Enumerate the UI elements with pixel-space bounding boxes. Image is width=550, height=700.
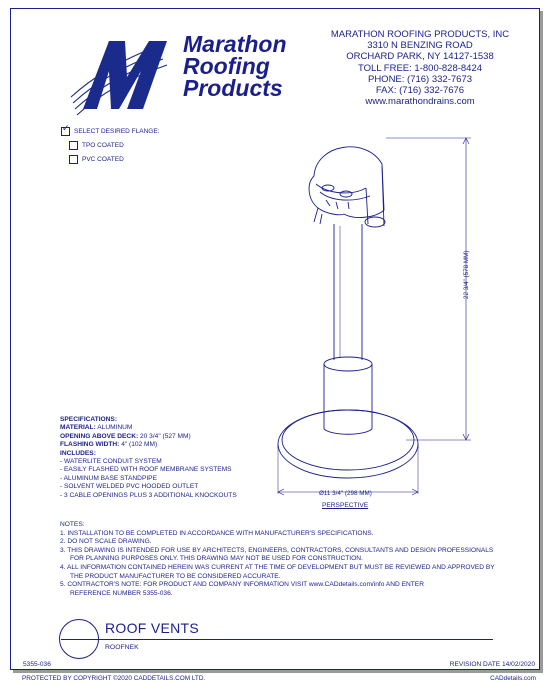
material-value: ALUMINUM — [97, 424, 133, 432]
specs-heading: SPECIFICATIONS: — [60, 416, 118, 423]
note-4b: THE PRODUCT MANUFACTURER TO BE CONSIDERED ACCURATE. — [70, 572, 281, 580]
flange-selection — [61, 124, 160, 166]
company-fax: FAX: (716) 332-7676 — [375, 85, 465, 97]
tpo-checkbox[interactable] — [69, 141, 78, 150]
check-icon: ✓ — [62, 122, 70, 133]
material-label: MATERIAL: — [60, 424, 96, 432]
revision-date: REVISION DATE 14/02/2020 — [449, 661, 535, 668]
company-address-2: ORCHARD PARK, NY 14127-1538 — [346, 51, 494, 63]
flange-heading: SELECT DESIRED FLANGE: — [74, 127, 160, 135]
company-tollfree: TOLL FREE: 1-800-828-8424 — [357, 62, 483, 74]
view-label: PERSPECTIVE — [322, 502, 369, 509]
include-item: - EASILY FLASHED WITH ROOF MEMBRANE SYSTEMS — [60, 466, 232, 474]
note-5a: 5. CONTRACTOR'S NOTE: FOR PRODUCT AND COMPANY INFORMATION VISIT www.CADdetails.com/info AND ENTER — [60, 581, 424, 589]
includes-label: INCLUDES: — [60, 449, 96, 457]
opening-value: 20 3/4" (527 MM) — [140, 432, 191, 440]
company-address-1: 3310 N BENZING ROAD — [367, 40, 473, 52]
roof-vent-drawing — [256, 114, 486, 504]
note-1: 1. INSTALLATION TO BE COMPLETED IN ACCORDANCE WITH MANUFACTURER'S SPECIFICATIONS. — [60, 529, 374, 537]
note-4a: 4. ALL INFORMATION CONTAINED HEREIN WAS CURRENT AT THE TIME OF DEVELOPMENT BUT MUST BE REVIEWED AND APPROVED BY — [60, 563, 495, 571]
opening-label: OPENING ABOVE DECK: — [60, 432, 139, 440]
notes-heading: NOTES: — [60, 521, 85, 528]
flashing-label: FLASHING WIDTH: — [60, 441, 120, 449]
logo-line-3: Products — [183, 75, 283, 101]
flange-option-pvc[interactable] — [61, 152, 160, 166]
include-item: - ALUMINUM BASE STANDPIPE — [60, 474, 157, 482]
include-item: - WATERLITE CONDUIT SYSTEM — [60, 458, 162, 466]
drawing-subtitle: ROOFNEK — [105, 644, 139, 651]
caddetails-link[interactable]: CADdetails.com — [490, 675, 536, 682]
pvc-label: PVC COATED — [82, 155, 124, 163]
note-3a: 3. THIS DRAWING IS INTENDED FOR USE BY ARCHITECTS, ENGINEERS, CONTRACTORS, CONSULTANTS AND DESIGN PROFESSIONALS — [60, 546, 494, 554]
flashing-value: 4" (102 MM) — [121, 441, 158, 449]
tpo-label: TPO COATED — [82, 141, 124, 149]
title-rule — [61, 639, 493, 640]
include-item: - SOLVENT WELDED PVC HOODED OUTLET — [60, 483, 199, 491]
pvc-checkbox[interactable] — [69, 155, 78, 164]
logo-line-2: Roofing — [183, 53, 270, 79]
drawing-sheet — [10, 8, 540, 670]
notes — [60, 521, 495, 598]
company-info — [301, 29, 539, 107]
company-name: MARATHON ROOFING PRODUCTS, INC — [330, 29, 510, 40]
diameter-dimension: Ø11 3/4" (298 MM) — [319, 490, 372, 497]
copyright-footer: PROTECTED BY COPYRIGHT ©2020 CADDETAILS.COM LTD. — [22, 675, 206, 682]
flange-heading-row — [61, 124, 160, 138]
specifications — [60, 416, 237, 500]
note-3b: FOR PLANNING PURPOSES ONLY. THIS DRAWING MAY NOT BE USED FOR CONSTRUCTION. — [70, 555, 363, 563]
height-dimension: 22 3/4" (578 MM) — [463, 250, 470, 299]
company-web[interactable]: www.marathondrains.com — [365, 96, 475, 108]
drawing-title: ROOF VENTS — [105, 620, 200, 636]
logo-wordmark — [183, 33, 287, 99]
note-2: 2. DO NOT SCALE DRAWING. — [60, 538, 152, 546]
flange-heading-checkbox[interactable] — [61, 122, 70, 136]
reference-number: 5355-036 — [23, 661, 51, 668]
marathon-logo-icon — [63, 27, 188, 119]
note-5b: REFERENCE NUMBER 5355-036. — [70, 589, 173, 597]
company-phone: PHONE: (716) 332-7673 — [367, 73, 473, 85]
logo-line-1: Marathon — [183, 31, 287, 57]
include-item: - 3 CABLE OPENINGS PLUS 3 ADDITIONAL KNOCKOUTS — [60, 491, 237, 499]
flange-option-tpo[interactable] — [61, 138, 160, 152]
